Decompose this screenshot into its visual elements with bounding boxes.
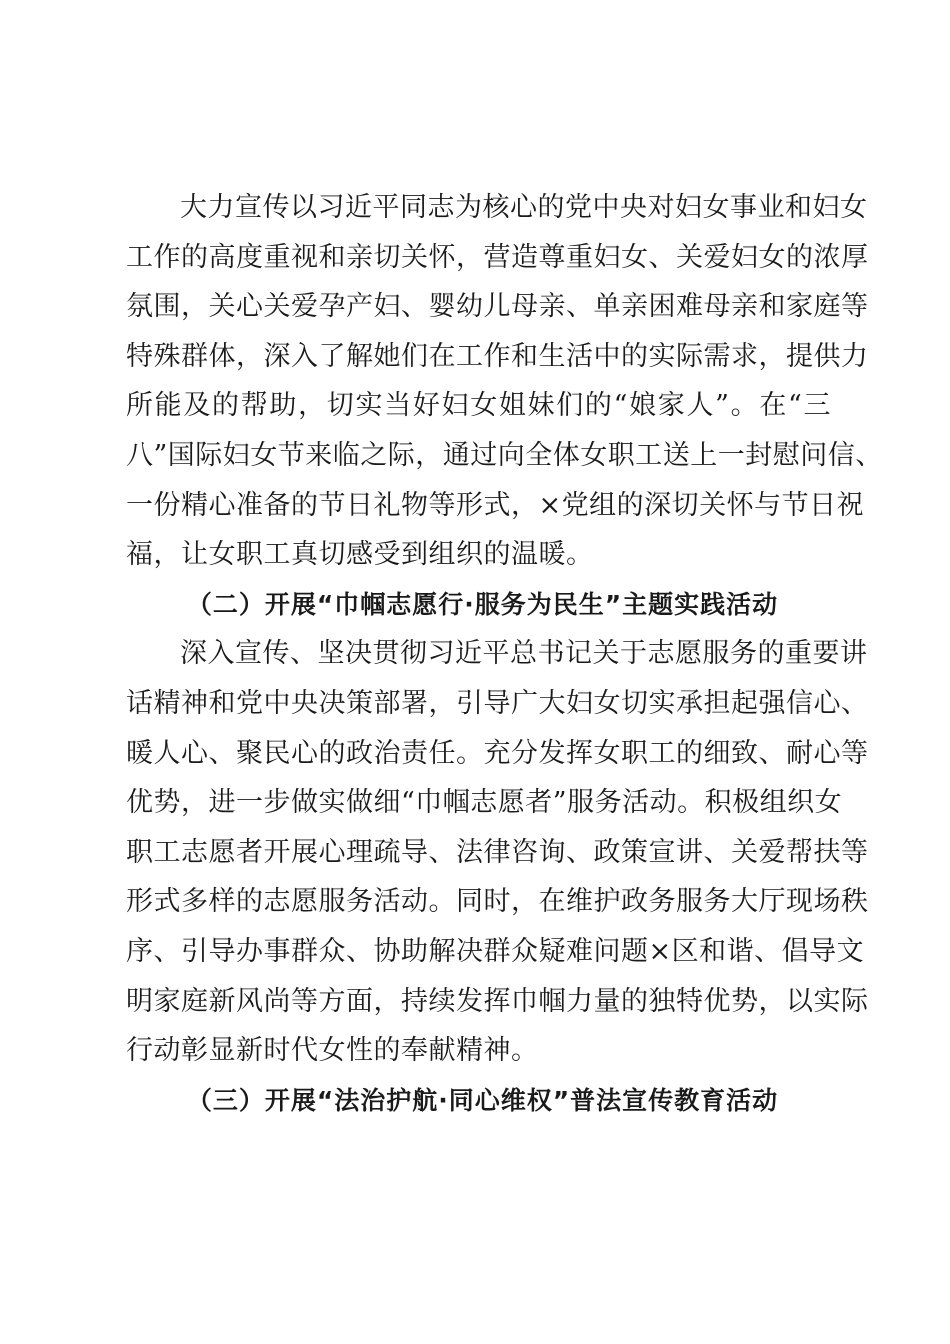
paragraph-line: 明家庭新风尚等方面，持续发挥巾帼力量的独特优势，以实际 [126,985,869,1017]
paragraph-line: 暖人心、聚民心的政治责任。充分发挥女职工的细致、耐心等 [126,737,869,769]
paragraph-line: 大力宣传以习近平同志为核心的党中央对妇女事业和妇女 [180,192,868,223]
paragraph-line: 福，让女职工真切感受到组织的温暖。 [126,539,594,571]
section-heading-2: （二）开展“巾帼志愿行·服务为民生”主题实践活动 [186,589,779,619]
paragraph-line: 所能及的帮助，切实当好妇女姐妹们的“娘家人”。在“三 [126,390,831,422]
paragraph-line: 特殊群体，深入了解她们在工作和生活中的实际需求，提供力 [126,340,869,372]
paragraph-line: 深入宣传、坚决贯彻习近平总书记关于志愿服务的重要讲 [180,638,868,670]
paragraph-line: 优势，进一步做实做细“巾帼志愿者”服务活动。积极组织女 [126,787,843,819]
paragraph-line: 序、引导办事群众、协助解决群众疑难问题×区和谐、倡导文 [126,935,865,967]
paragraph-line: 话精神和党中央决策部署，引导广大妇女切实承担起强信心、 [126,687,869,719]
paragraph-line: 一份精心准备的节日礼物等形式，×党组的深切关怀与节日祝 [126,489,865,521]
paragraph-line: 八”国际妇女节来临之际，通过向全体女职工送上一封慰问信、 [126,439,883,471]
paragraph-line: 行动彰显新时代女性的奉献精神。 [126,1035,539,1067]
paragraph-line: 职工志愿者开展心理疏导、法律咨询、政策宣讲、关爱帮扶等 [126,836,869,868]
paragraph-line: 形式多样的志愿服务活动。同时，在维护政务服务大厅现场秩 [126,886,869,918]
document-body [126,183,883,1125]
section-heading-3: （三）开展“法治护航·同心维权”普法宣传教育活动 [186,1085,779,1115]
paragraph-line: 工作的高度重视和亲切关怀，营造尊重妇女、关爱妇女的浓厚 [126,241,869,273]
paragraph-line: 氛围，关心关爱孕产妇、婴幼儿母亲、单亲困难母亲和家庭等 [126,291,869,323]
